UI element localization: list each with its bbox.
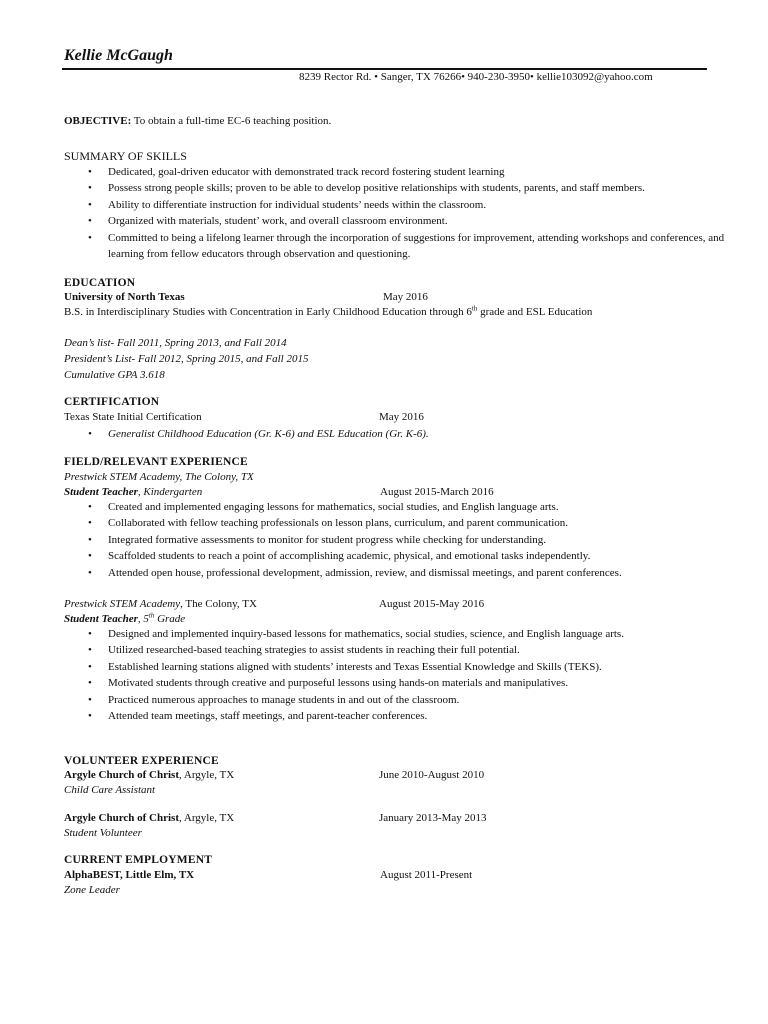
job1-role: Student Teacher <box>64 486 138 498</box>
certification-name: Texas State Initial Certification <box>64 411 202 423</box>
employer-name: AlphaBEST, Little Elm, TX <box>64 869 195 881</box>
honor-presidents-list: President’s List- Fall 2012, Spring 2015, and Fall 2015 <box>64 353 309 365</box>
job2-role-line <box>64 611 185 627</box>
list-item: • Motivated students through creative and purposeful lessons using hands-on materials and manipulatives. <box>88 675 698 691</box>
volunteer-org: Argyle Church of Christ <box>64 769 179 781</box>
volunteer-role: Child Care Assistant <box>64 784 156 796</box>
job2-school: Prestwick STEM Academy <box>64 598 181 610</box>
school-name: University of North Texas <box>64 291 185 303</box>
volunteer-role: Student Volunteer <box>64 827 142 839</box>
education-heading: EDUCATION <box>64 277 136 289</box>
job2-grade-end: Grade <box>154 613 186 625</box>
honor-gpa: Cumulative GPA 3.618 <box>64 369 165 381</box>
objective-text: To obtain a full-time EC-6 teaching position. <box>131 115 332 127</box>
list-item: • Practiced numerous approaches to manage students in and out of the classroom. <box>88 692 698 708</box>
job1-duties <box>88 499 738 581</box>
list-item: • Attended open house, professional development, admission, review, and dismissal meetings, and parent conferences. <box>88 565 738 581</box>
volunteer-location: , Argyle, TX <box>178 769 235 781</box>
degree-superscript: th <box>471 304 478 313</box>
objective-label: OBJECTIVE: <box>64 115 132 127</box>
list-item: • Established learning stations aligned with students’ interests and Texas Essential Knowledge and Skills (TEKS). <box>88 659 698 675</box>
job1-role-line <box>64 484 202 500</box>
volunteer-entry-1 <box>64 767 234 783</box>
job2-role: Student Teacher <box>64 613 138 625</box>
employment-heading: CURRENT EMPLOYMENT <box>64 854 213 866</box>
list-item: • Committed to being a lifelong learner through the incorporation of suggestions for improvement, attending workshops and conferences, and learning from fellow educators through observation and questioning. <box>88 230 738 263</box>
skills-list <box>88 164 738 262</box>
employment-date: August 2011-Present <box>380 869 473 881</box>
list-item: • Utilized researched-based teaching strategies to assist students in reaching their full potential. <box>88 642 698 658</box>
objective-line <box>64 113 331 129</box>
list-item: • Attended team meetings, staff meetings, and parent-teacher conferences. <box>88 708 698 724</box>
certification-heading: CERTIFICATION <box>64 396 160 408</box>
volunteer-date: June 2010-August 2010 <box>379 769 485 781</box>
employment-role: Zone Leader <box>64 884 120 896</box>
list-item: • Generalist Childhood Education (Gr. K-6) and ESL Education (Gr. K-6). <box>88 426 738 442</box>
honor-deans-list: Dean’s list- Fall 2011, Spring 2013, and Fall 2014 <box>64 337 287 349</box>
contact-info: 8239 Rector Rd. • Sanger, TX 76266• 940-230-3950• kellie103092@yahoo.com <box>299 71 653 83</box>
job2-date: August 2015-May 2016 <box>379 598 485 610</box>
job1-date: August 2015-March 2016 <box>380 486 494 498</box>
volunteer-org: Argyle Church of Christ <box>64 812 179 824</box>
job1-school: Prestwick STEM Academy, The Colony, TX <box>64 471 254 483</box>
volunteer-location: , Argyle, TX <box>178 812 235 824</box>
volunteer-entry-2 <box>64 810 234 826</box>
list-item: • Scaffolded students to reach a point of accomplishing academic, physical, and emotional tasks independently. <box>88 548 738 564</box>
skills-heading: SUMMARY OF SKILLS <box>64 149 187 163</box>
job1-grade: , Kindergarten <box>137 486 203 498</box>
list-item: • Created and implemented engaging lessons for mathematics, social studies, and English language arts. <box>88 499 738 515</box>
job2-grade-superscript: th <box>148 611 155 620</box>
degree-line <box>64 304 592 320</box>
volunteer-heading: VOLUNTEER EXPERIENCE <box>64 755 219 767</box>
list-item: • Integrated formative assessments to monitor for student progress while checking for understanding. <box>88 532 738 548</box>
list-item: • Organized with materials, student’ work, and overall classroom environment. <box>88 213 738 229</box>
graduation-date: May 2016 <box>383 291 428 303</box>
degree-text-end: grade and ESL Education <box>477 306 593 318</box>
degree-text: B.S. in Interdisciplinary Studies with Concentration in Early Childhood Education through 6 <box>64 306 472 318</box>
list-item: • Collaborated with fellow teaching professionals on lesson plans, curriculum, and parent communication. <box>88 515 738 531</box>
volunteer-date: January 2013-May 2013 <box>379 812 487 824</box>
experience-heading: FIELD/RELEVANT EXPERIENCE <box>64 456 248 468</box>
certification-list <box>88 426 738 442</box>
applicant-name: Kellie McGaugh <box>64 47 173 64</box>
job2-duties <box>88 626 698 724</box>
job2-grade: , 5 <box>137 613 149 625</box>
job2-school-line <box>64 596 257 612</box>
certification-date: May 2016 <box>379 411 424 423</box>
list-item: • Dedicated, goal-driven educator with demonstrated track record fostering student learning <box>88 164 738 180</box>
list-item: • Designed and implemented inquiry-based lessons for mathematics, social studies, science, and English language arts. <box>88 626 698 642</box>
job2-location: , The Colony, TX <box>180 598 257 610</box>
list-item: • Possess strong people skills; proven to be able to develop positive relationships with students, parents, and staff members. <box>88 180 738 196</box>
list-item: • Ability to differentiate instruction for individual students’ needs within the classroom. <box>88 197 738 213</box>
